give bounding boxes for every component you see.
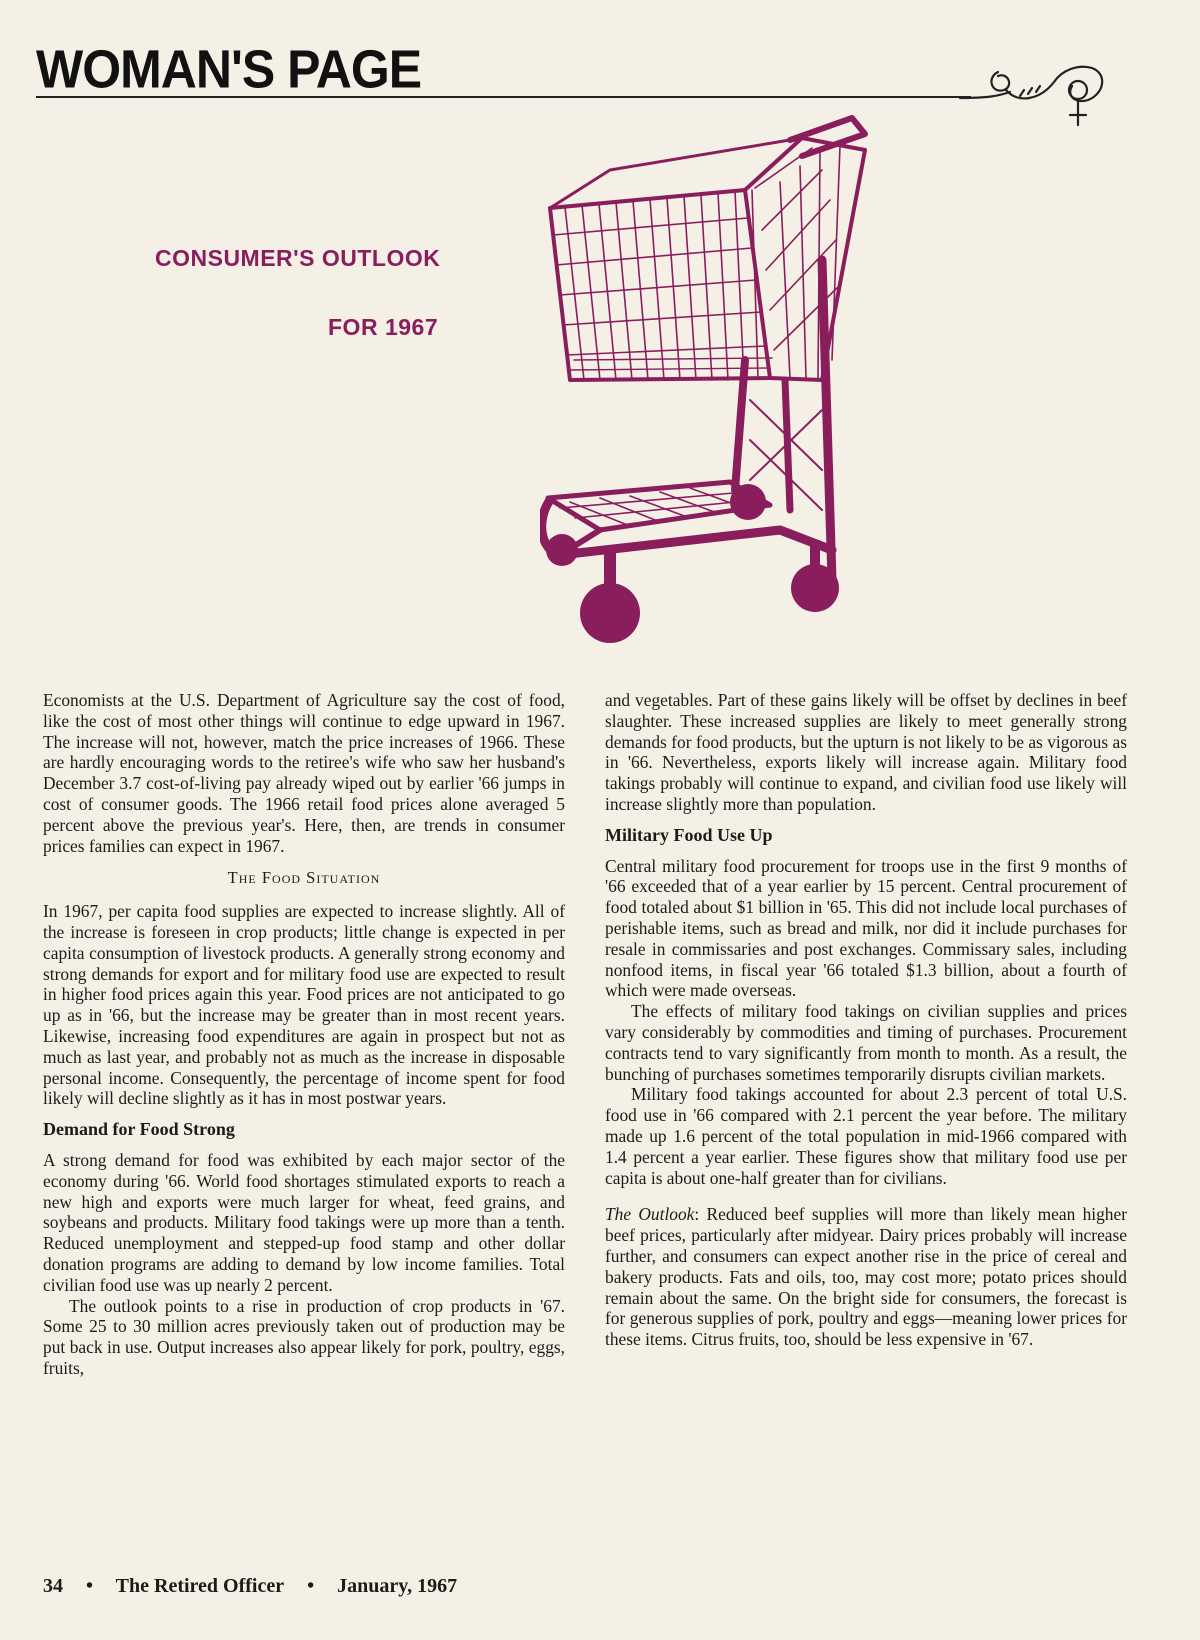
page-number: 34 (43, 1575, 63, 1597)
outlook-text: : Reduced beef supplies will more than likely mean higher beef prices, particularly after midyear. Dairy prices probably will increase further, and consumers can expect another rise in the price of cereal and bakery products. Fats and oils, too, may cost more; potato prices should remain about the same. On the bright side for consumers, the forecast is for generous supplies of pork, poultry and eggs—meaning lower prices for these items. Citrus fruits, too, should be less expensive in '67. (605, 1204, 1127, 1350)
outlook-paragraph (605, 1204, 1127, 1350)
military-paragraph-2: The effects of military food takings on civilian supplies and prices vary considerably by commodities and timing of purchases. Procurement contracts tend to vary significantly from month to month. As a result, the bunching of purchases sometimes temporarily disrupts civilian markets. (605, 1001, 1127, 1084)
shopping-cart-icon (540, 110, 960, 670)
military-paragraph-3: Military food takings accounted for about 2.3 percent of total U.S. food use in '66 compared with 2.1 percent the year before. The military made up 1.6 percent of the total population in mid-1966 compared with 1.4 percent a year earlier. These figures show that military food use per capita is about one-half greater than for civilians. (605, 1084, 1127, 1188)
left-column (43, 690, 565, 1379)
headline-line-2: FOR 1967 (328, 314, 439, 340)
footer-separator: • (307, 1575, 315, 1597)
subhead-military: Military Food Use Up (605, 824, 773, 845)
footer-separator: • (86, 1575, 94, 1597)
masthead-rule (36, 96, 971, 98)
page-footer (43, 1575, 475, 1598)
continued-paragraph: and vegetables. Part of these gains likely will be offset by declines in beef slaughter. These increased supplies are likely to meet generally strong demands for food products, but the upturn is not likely to be as vigorous as in '66. Nevertheless, exports likely will increase again. Military food takings probably will continue to expand, and civilian food use likely will increase slightly more than population. (605, 690, 1127, 814)
intro-paragraph: Economists at the U.S. Department of Agriculture say the cost of food, like the cost of most other things will continue to edge upward in 1967. The increase will not, however, match the price increases of 1966. These are hardly encouraging words to the retiree's wife who saw her husband's December 3.7 cost-of-living pay already wiped out by earlier '66 jumps in cost of consumer goods. The 1966 retail food prices alone averaged 5 percent above the previous year's. Here, then, are trends in consumer prices families can expect in 1967. (43, 690, 565, 856)
right-column (605, 690, 1127, 1350)
publication-name: The Retired Officer (115, 1575, 285, 1597)
military-paragraph-1: Central military food procurement for troops use in the first 9 months of '66 exceeded that of a year earlier by 15 percent. Central procurement of food totaled about $1 billion in '65. This did not include local purchases of perishable items, such as bread and milk, nor did it include purchases for resale in commissaries and post exchanges. Commissary sales, including nonfood items, in fiscal year '66 totaled $1.3 billion, about a fourth of which were made overseas. (605, 855, 1127, 1001)
subhead-demand: Demand for Food Strong (43, 1119, 235, 1140)
outlook-label: The Outlook (605, 1204, 695, 1225)
demand-paragraph-2: The outlook points to a rise in production of crop products in '67. Some 25 to 30 million acres previously taken out of production may be put back in use. Output increases also appear likely for pork, poultry, eggs, fruits, (43, 1295, 565, 1378)
food-situation-paragraph: In 1967, per capita food supplies are expected to increase slightly. All of the increase is foreseen in crop products; little change is expected in per capita consumption of livestock products. A generally strong economy and strong demands for export and for military food use are expected to result in higher food prices again this year. Food prices are not anticipated to go up as in '66, but the increase may be greater than in most recent years. Likewise, increasing food expenditures are again in prospect but not as much as last year, and probably not as much as the increase in disposable personal income. Consequently, the percentage of income spent for food likely will decline slightly as it has in most postwar years. (43, 901, 565, 1109)
masthead: WOMAN'S PAGE (36, 39, 422, 100)
issue-date: January, 1967 (337, 1575, 458, 1597)
decorative-swirl-female-symbol-icon (958, 60, 1128, 140)
demand-paragraph-1: A strong demand for food was exhibited by each major sector of the economy during '66. World food shortages stimulated exports to reach a new high and exports were much larger for wheat, feed grains, and soybeans and products. Military food takings were up more than a tenth. Reduced unemployment and stepped-up food stamp and other dollar donation programs are adding to demand by low income families. Total civilian food use was up nearly 2 percent. (43, 1149, 565, 1295)
section-title-food-situation: The Food Situation (227, 868, 381, 888)
headline-line-1: CONSUMER'S OUTLOOK (155, 245, 441, 271)
